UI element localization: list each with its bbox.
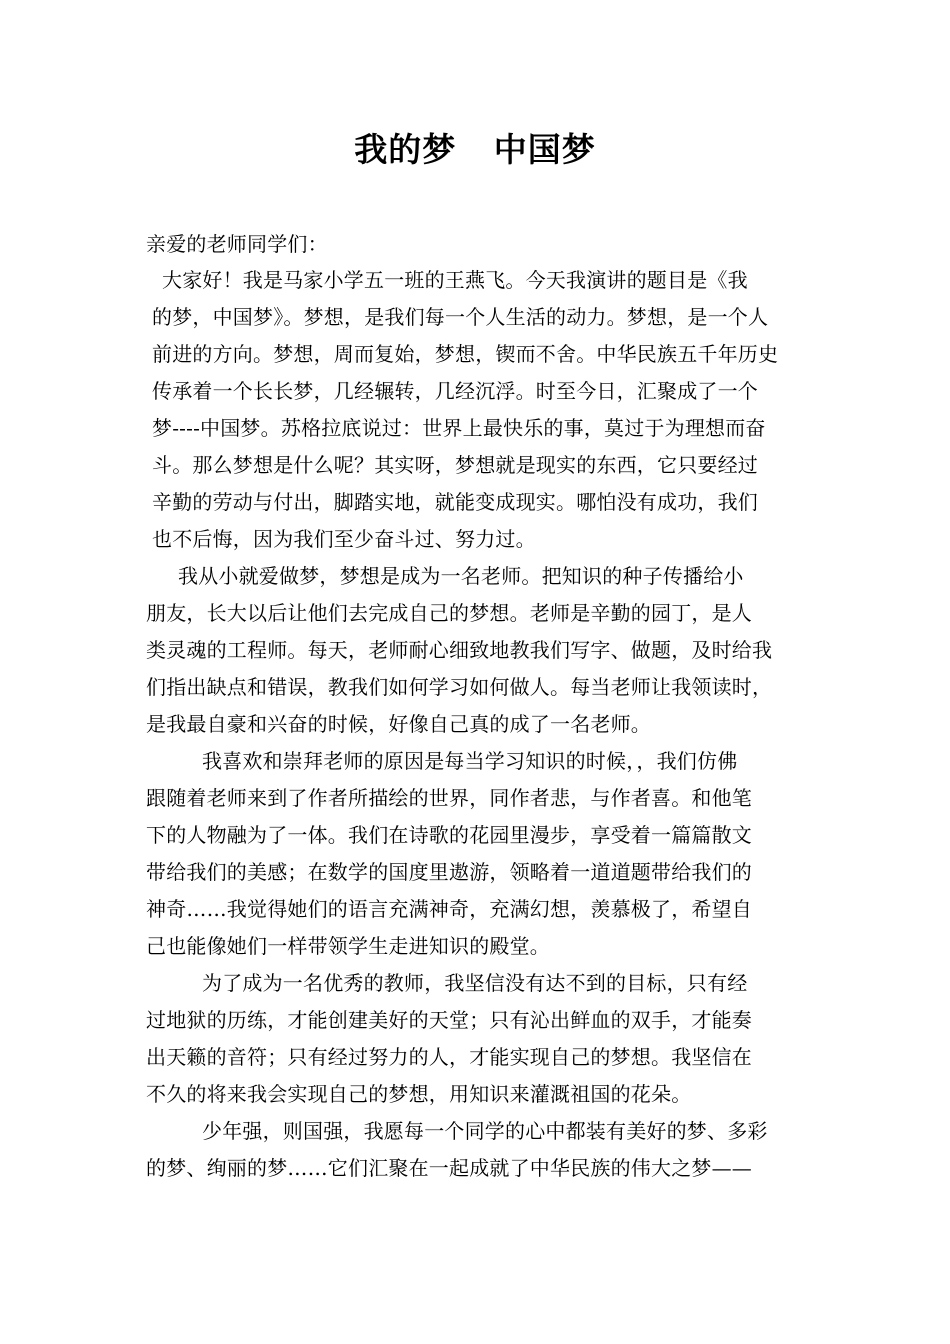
page-title: 我的梦 中国梦 xyxy=(354,130,596,169)
paragraph-line: 我喜欢和崇拜老师的原因是每当学习知识的时候，，我们仿佛 xyxy=(202,749,738,773)
paragraph-line: 出天籁的音符；只有经过努力的人，才能实现自己的梦想。我坚信在 xyxy=(146,1045,752,1069)
paragraph-line: 们指出缺点和错误，教我们如何学习如何做人。每当老师让我领读时， xyxy=(146,675,773,699)
paragraph-line: 少年强，则国强，我愿每一个同学的心中都装有美好的梦、多彩 xyxy=(202,1119,768,1143)
paragraph-line: 己也能像她们一样带领学生走进知识的殿堂。 xyxy=(146,934,550,958)
paragraph-line: 过地狱的历练，才能创建美好的天堂；只有沁出鲜血的双手，才能奏 xyxy=(146,1008,752,1032)
salutation: 亲爱的老师同学们： xyxy=(146,232,328,256)
paragraph-line: 不久的将来我会实现自己的梦想，用知识来灌溉祖国的花朵。 xyxy=(146,1082,692,1106)
paragraph-line: 传承着一个长长梦，几经辗转，几经沉浮。时至今日，汇聚成了一个 xyxy=(152,379,758,403)
paragraph-line: 是我最自豪和兴奋的时候，好像自己真的成了一名老师。 xyxy=(146,712,651,736)
paragraph-line: 朋友，长大以后让他们去完成自己的梦想。老师是辛勤的园丁，是人 xyxy=(146,601,752,625)
paragraph-line: 神奇……我觉得她们的语言充满神奇，充满幻想，羡慕极了，希望自 xyxy=(146,897,752,921)
paragraph-line: 梦----中国梦。苏格拉底说过：世界上最快乐的事，莫过于为理想而奋 xyxy=(152,416,766,440)
paragraph-line: 类灵魂的工程师。每天，老师耐心细致地教我们写字、做题，及时给我 xyxy=(146,638,773,662)
paragraph-line: 也不后悔，因为我们至少奋斗过、努力过。 xyxy=(152,527,536,551)
paragraph-line: 的梦，中国梦》。梦想，是我们每一个人生活的动力。梦想，是一个人 xyxy=(152,305,769,329)
paragraph-line: 跟随着老师来到了作者所描绘的世界，同作者悲，与作者喜。和他笔 xyxy=(146,786,752,810)
paragraph-line: 的梦、绚丽的梦……它们汇聚在一起成就了中华民族的伟大之梦—— xyxy=(146,1156,752,1180)
paragraph-line: 为了成为一名优秀的教师，我坚信没有达不到的目标，只有经 xyxy=(202,971,748,995)
paragraph-line: 大家好！我是马家小学五一班的王燕飞。今天我演讲的题目是《我 xyxy=(162,268,748,292)
paragraph-line: 辛勤的劳动与付出，脚踏实地，就能变成现实。哪怕没有成功，我们 xyxy=(152,490,758,514)
paragraph-line: 下的人物融为了一体。我们在诗歌的花园里漫步，享受着一篇篇散文 xyxy=(146,823,752,847)
paragraph-line: 斗。那么梦想是什么呢？其实呀，梦想就是现实的东西，它只要经过 xyxy=(152,453,758,477)
paragraph-line: 前进的方向。梦想，周而复始，梦想，锲而不舍。中华民族五千年历史 xyxy=(152,342,779,366)
paragraph-line: 我从小就爱做梦，梦想是成为一名老师。把知识的种子传播给小 xyxy=(178,564,744,588)
paragraph-line: 带给我们的美感；在数学的国度里遨游，领略着一道道题带给我们的 xyxy=(146,860,752,884)
